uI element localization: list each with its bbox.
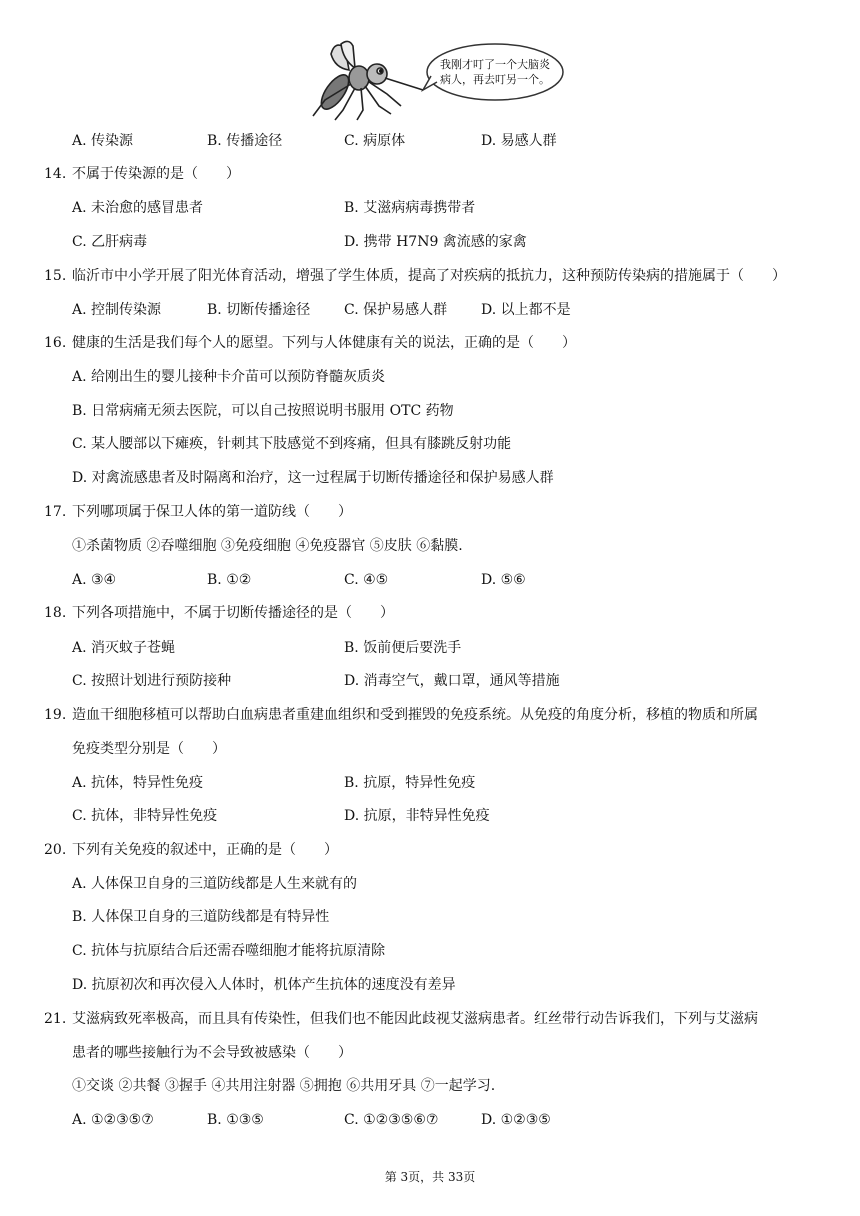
speech-line-1: 我刚才叮了一个大脑炎	[440, 58, 550, 71]
question-text: 艾滋病致死率极高，而且具有传染性，但我们也不能因此歧视艾滋病患者。红丝带行动告诉我们，下列与艾滋病	[72, 1011, 758, 1027]
question-number: 14.	[44, 166, 67, 182]
q18-option-d[interactable]: D. 消毒空气，戴口罩，通风等措施	[344, 673, 560, 689]
q21-option-d[interactable]: D. ①②③⑤	[481, 1112, 551, 1128]
question-number: 15.	[44, 268, 67, 284]
q19-option-a[interactable]: A. 抗体，特异性免疫	[72, 775, 204, 791]
q18-option-a[interactable]: A. 消灭蚊子苍蝇	[72, 640, 176, 656]
q14-option-a[interactable]: A. 未治愈的感冒患者	[72, 200, 204, 216]
q16-option-a[interactable]: A. 给刚出生的婴儿接种卡介苗可以预防脊髓灰质炎	[72, 369, 386, 385]
question-number: 20.	[44, 842, 67, 858]
q21-option-a[interactable]: A. ①②③⑤⑦	[72, 1112, 154, 1128]
q13-option-c[interactable]: C. 病原体	[344, 133, 406, 149]
q15-option-a[interactable]: A. 控制传染源	[72, 302, 162, 318]
q17-option-c[interactable]: C. ④⑤	[344, 572, 389, 588]
question-text: 临沂市中小学开展了阳光体育活动，增强了学生体质，提高了对疾病的抵抗力，这种预防传染病的措施属于（ ）	[72, 268, 786, 284]
speech-bubble	[423, 44, 563, 100]
q13-option-a[interactable]: A. 传染源	[72, 133, 134, 149]
question-number: 17.	[44, 504, 67, 520]
q17-option-d[interactable]: D. ⑤⑥	[481, 572, 526, 588]
q21-option-c[interactable]: C. ①②③⑤⑥⑦	[344, 1112, 439, 1128]
q15-option-c[interactable]: C. 保护易感人群	[344, 302, 448, 318]
q16-option-c[interactable]: C. 某人腰部以下瘫痪，针刺其下肢感觉不到疼痛，但具有膝跳反射功能	[72, 436, 512, 452]
q17-option-b[interactable]: B. ①②	[207, 572, 252, 588]
question-text: 造血干细胞移植可以帮助白血病患者重建血组织和受到摧毁的免疫系统。从免疫的角度分析，移植的物质和所属	[72, 707, 758, 723]
q17-items: ①杀菌物质 ②吞噬细胞 ③免疫细胞 ④免疫器官 ⑤皮肤 ⑥黏膜.	[72, 538, 463, 554]
q13-option-b[interactable]: B. 传播途径	[207, 133, 283, 149]
q13-option-d[interactable]: D. 易感人群	[481, 133, 557, 149]
q20-option-d[interactable]: D. 抗原初次和再次侵入人体时，机体产生抗体的速度没有差异	[72, 977, 456, 993]
question-text: 下列有关免疫的叙述中，正确的是（ ）	[72, 842, 338, 858]
q20-option-c[interactable]: C. 抗体与抗原结合后还需吞噬细胞才能将抗原清除	[72, 943, 386, 959]
q14-option-b[interactable]: B. 艾滋病病毒携带者	[344, 200, 476, 216]
q20-option-a[interactable]: A. 人体保卫自身的三道防线都是人生来就有的	[72, 876, 358, 892]
q14-option-d[interactable]: D. 携带 H7N9 禽流感的家禽	[344, 234, 527, 250]
q21-items: ①交谈 ②共餐 ③握手 ④共用注射器 ⑤拥抱 ⑥共用牙具 ⑦一起学习.	[72, 1078, 496, 1094]
mosquito-icon	[313, 41, 423, 120]
question-text-continued: 免疫类型分别是（ ）	[72, 741, 226, 757]
q17-option-a[interactable]: A. ③④	[72, 572, 117, 588]
question-number: 18.	[44, 605, 67, 621]
question-text-continued: 患者的哪些接触行为不会导致被感染（ ）	[72, 1045, 352, 1061]
question-number: 21.	[44, 1011, 67, 1027]
q15-option-b[interactable]: B. 切断传播途径	[207, 302, 311, 318]
question-text: 下列哪项属于保卫人体的第一道防线（ ）	[72, 504, 352, 520]
q19-option-d[interactable]: D. 抗原，非特异性免疫	[344, 808, 490, 824]
q15-option-d[interactable]: D. 以上都不是	[481, 302, 571, 318]
q18-option-b[interactable]: B. 饭前便后要洗手	[344, 640, 462, 656]
page-footer: 第 3页，共 33页	[384, 1170, 476, 1184]
speech-line-2: 病人，再去叮另一个。	[440, 73, 550, 86]
question-text: 不属于传染源的是（ ）	[72, 166, 240, 182]
question-text: 健康的生活是我们每个人的愿望。下列与人体健康有关的说法，正确的是（ ）	[72, 335, 576, 351]
question-number: 19.	[44, 707, 67, 723]
q18-option-c[interactable]: C. 按照计划进行预防接种	[72, 673, 232, 689]
question-text: 下列各项措施中，不属于切断传播途径的是（ ）	[72, 605, 394, 621]
q19-option-c[interactable]: C. 抗体，非特异性免疫	[72, 808, 218, 824]
q14-option-c[interactable]: C. 乙肝病毒	[72, 234, 148, 250]
mosquito-cartoon	[305, 40, 567, 122]
q19-option-b[interactable]: B. 抗原，特异性免疫	[344, 775, 476, 791]
q16-option-d[interactable]: D. 对禽流感患者及时隔离和治疗，这一过程属于切断传播途径和保护易感人群	[72, 470, 554, 486]
question-number: 16.	[44, 335, 67, 351]
q16-option-b[interactable]: B. 日常病痛无须去医院，可以自己按照说明书服用 OTC 药物	[72, 403, 454, 419]
q20-option-b[interactable]: B. 人体保卫自身的三道防线都是有特异性	[72, 909, 330, 925]
q21-option-b[interactable]: B. ①③⑤	[207, 1112, 264, 1128]
